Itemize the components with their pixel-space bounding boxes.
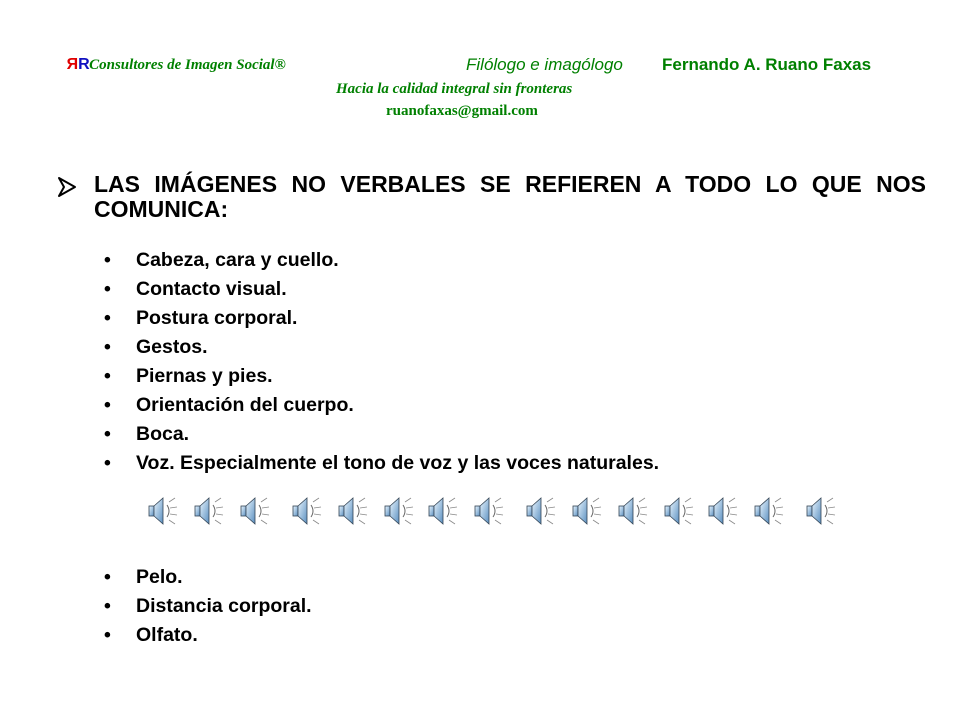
speaker-sound-icon[interactable] <box>192 494 224 528</box>
slide-heading: LAS IMÁGENES NO VERBALES SE REFIEREN A TODO LO QUE NOS COMUNICA: <box>94 171 926 222</box>
list-item <box>104 420 659 449</box>
list-item <box>104 391 659 420</box>
list-item-text: Contacto visual. <box>136 278 287 300</box>
list-item <box>104 563 312 592</box>
bullet-dot: • <box>104 595 111 617</box>
list-item-text: Pelo. <box>136 566 183 588</box>
speaker-sound-icon[interactable] <box>706 494 738 528</box>
bullet-dot: • <box>104 452 111 474</box>
speaker-sound-icon[interactable] <box>616 494 648 528</box>
non-verbal-list <box>104 246 659 478</box>
list-item <box>104 592 312 621</box>
list-item-text: Voz. Especialmente el tono de voz y las voces naturales. <box>136 452 660 474</box>
speaker-sound-icon[interactable] <box>238 494 270 528</box>
arrow-bullet-icon <box>56 176 78 198</box>
speaker-sound-icon[interactable] <box>570 494 602 528</box>
list-item <box>104 304 659 333</box>
bullet-dot: • <box>104 336 111 358</box>
contact-email: ruanofaxas@gmail.com <box>386 103 538 119</box>
list-item <box>104 275 659 304</box>
bullet-dot: • <box>104 307 111 329</box>
author-role: Filólogo e imagólogo <box>466 55 623 74</box>
list-item-text: Distancia corporal. <box>136 595 312 617</box>
list-item <box>104 246 659 275</box>
company-name: Consultores de Imagen Social® <box>89 57 286 73</box>
bullet-dot: • <box>104 624 111 646</box>
bullet-dot: • <box>104 365 111 387</box>
list-item-text: Boca. <box>136 423 190 445</box>
speaker-sound-icon[interactable] <box>382 494 414 528</box>
speaker-sound-icon[interactable] <box>804 494 836 528</box>
company-brand <box>67 56 286 74</box>
list-item-text: Orientación del cuerpo. <box>136 394 354 416</box>
list-item <box>104 621 312 650</box>
speaker-sound-icon[interactable] <box>290 494 322 528</box>
list-item <box>104 333 659 362</box>
speaker-sound-icon[interactable] <box>524 494 556 528</box>
bullet-dot: • <box>104 278 111 300</box>
rr-logo: RR <box>67 56 90 73</box>
bullet-dot: • <box>104 394 111 416</box>
speaker-sound-icon[interactable] <box>336 494 368 528</box>
speaker-sound-icon[interactable] <box>662 494 694 528</box>
bullet-dot: • <box>104 249 111 271</box>
list-item <box>104 449 659 478</box>
list-item-text: Piernas y pies. <box>136 365 273 387</box>
list-item-text: Gestos. <box>136 336 208 358</box>
sound-icons-row <box>146 494 846 528</box>
author-name: Fernando A. Ruano Faxas <box>662 55 872 74</box>
list-item <box>104 362 659 391</box>
bullet-dot: • <box>104 566 111 588</box>
list-item-text: Olfato. <box>136 624 198 646</box>
speaker-sound-icon[interactable] <box>472 494 504 528</box>
list-item-text: Cabeza, cara y cuello. <box>136 249 339 271</box>
list-item-text: Postura corporal. <box>136 307 298 329</box>
speaker-sound-icon[interactable] <box>426 494 458 528</box>
speaker-sound-icon[interactable] <box>752 494 784 528</box>
non-verbal-list-continued <box>104 563 312 650</box>
speaker-sound-icon[interactable] <box>146 494 178 528</box>
slogan: Hacia la calidad integral sin fronteras <box>336 81 573 97</box>
bullet-dot: • <box>104 423 111 445</box>
